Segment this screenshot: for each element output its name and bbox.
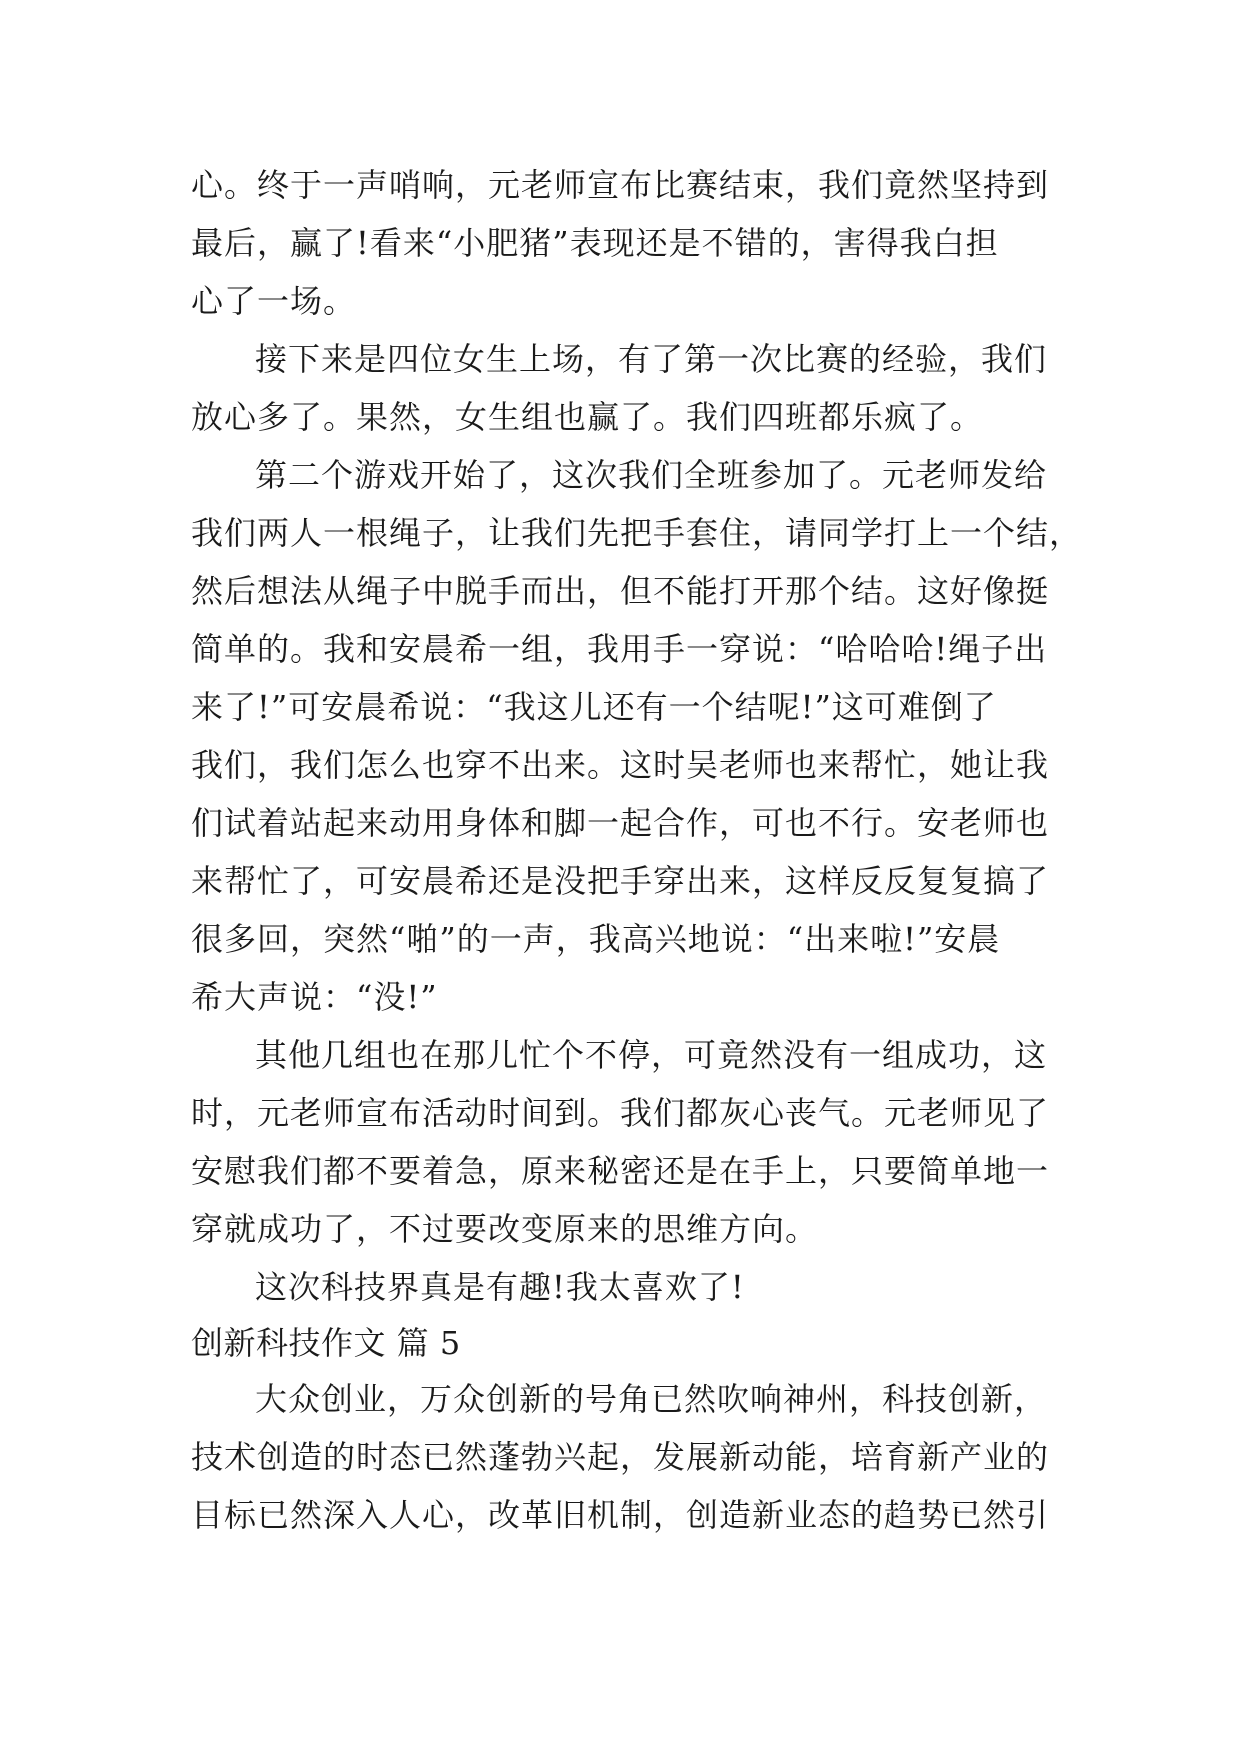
- text-line: 们试着站起来动用身体和脚一起合作，可也不行。安老师也: [191, 804, 1050, 842]
- section-heading: 创新科技作文 篇 5: [191, 1324, 461, 1362]
- text-line: 这次科技界真是有趣!我太喜欢了!: [255, 1268, 745, 1306]
- text-line: 接下来是四位女生上场，有了第一次比赛的经验，我们: [255, 340, 1048, 378]
- text-line: 简单的。我和安晨希一组，我用手一穿说：“哈哈哈!绳子出: [191, 630, 1048, 668]
- essay-5-text: [191, 1370, 1071, 1544]
- essay-4-text: [191, 156, 1083, 1316]
- text-line: 时，元老师宣布活动时间到。我们都灰心丧气。元老师见了: [191, 1094, 1050, 1132]
- text-line: 第二个游戏开始了，这次我们全班参加了。元老师发给: [255, 456, 1048, 494]
- text-line: 最后，赢了!看来“小肥猪”表现还是不错的，害得我白担: [191, 224, 999, 262]
- text-line: 放心多了。果然，女生组也赢了。我们四班都乐疯了。: [191, 398, 984, 436]
- text-line: 我们两人一根绳子，让我们先把手套住，请同学打上一个结，: [191, 514, 1083, 552]
- text-line: 穿就成功了，不过要改变原来的思维方向。: [191, 1210, 819, 1248]
- text-line: 然后想法从绳子中脱手而出，但不能打开那个结。这好像挺: [191, 572, 1050, 610]
- text-line: 我们，我们怎么也穿不出来。这时吴老师也来帮忙，她让我: [191, 746, 1050, 784]
- text-line: 心了一场。: [191, 282, 357, 320]
- text-line: 其他几组也在那儿忙个不停，可竟然没有一组成功，这: [255, 1036, 1048, 1074]
- text-line: 大众创业，万众创新的号角已然吹响神州，科技创新，: [255, 1380, 1048, 1418]
- text-line: 心。终于一声哨响，元老师宣布比赛结束，我们竟然坚持到: [191, 166, 1050, 204]
- text-line: 希大声说：“没!”: [191, 978, 438, 1016]
- article-body: [191, 156, 1083, 1544]
- text-line: 来帮忙了，可安晨希还是没把手穿出来，这样反反复复搞了: [191, 862, 1050, 900]
- text-line: 很多回，突然“啪”的一声，我高兴地说：“出来啦!”安晨: [191, 920, 1001, 958]
- text-line: 安慰我们都不要着急，原来秘密还是在手上，只要简单地一: [191, 1152, 1050, 1190]
- text-line: 目标已然深入人心，改革旧机制，创造新业态的趋势已然引: [191, 1496, 1050, 1534]
- text-line: 技术创造的时态已然蓬勃兴起，发展新动能，培育新产业的: [191, 1438, 1050, 1476]
- text-line: 来了!”可安晨希说：“我这儿还有一个结呢!”这可难倒了: [191, 688, 997, 726]
